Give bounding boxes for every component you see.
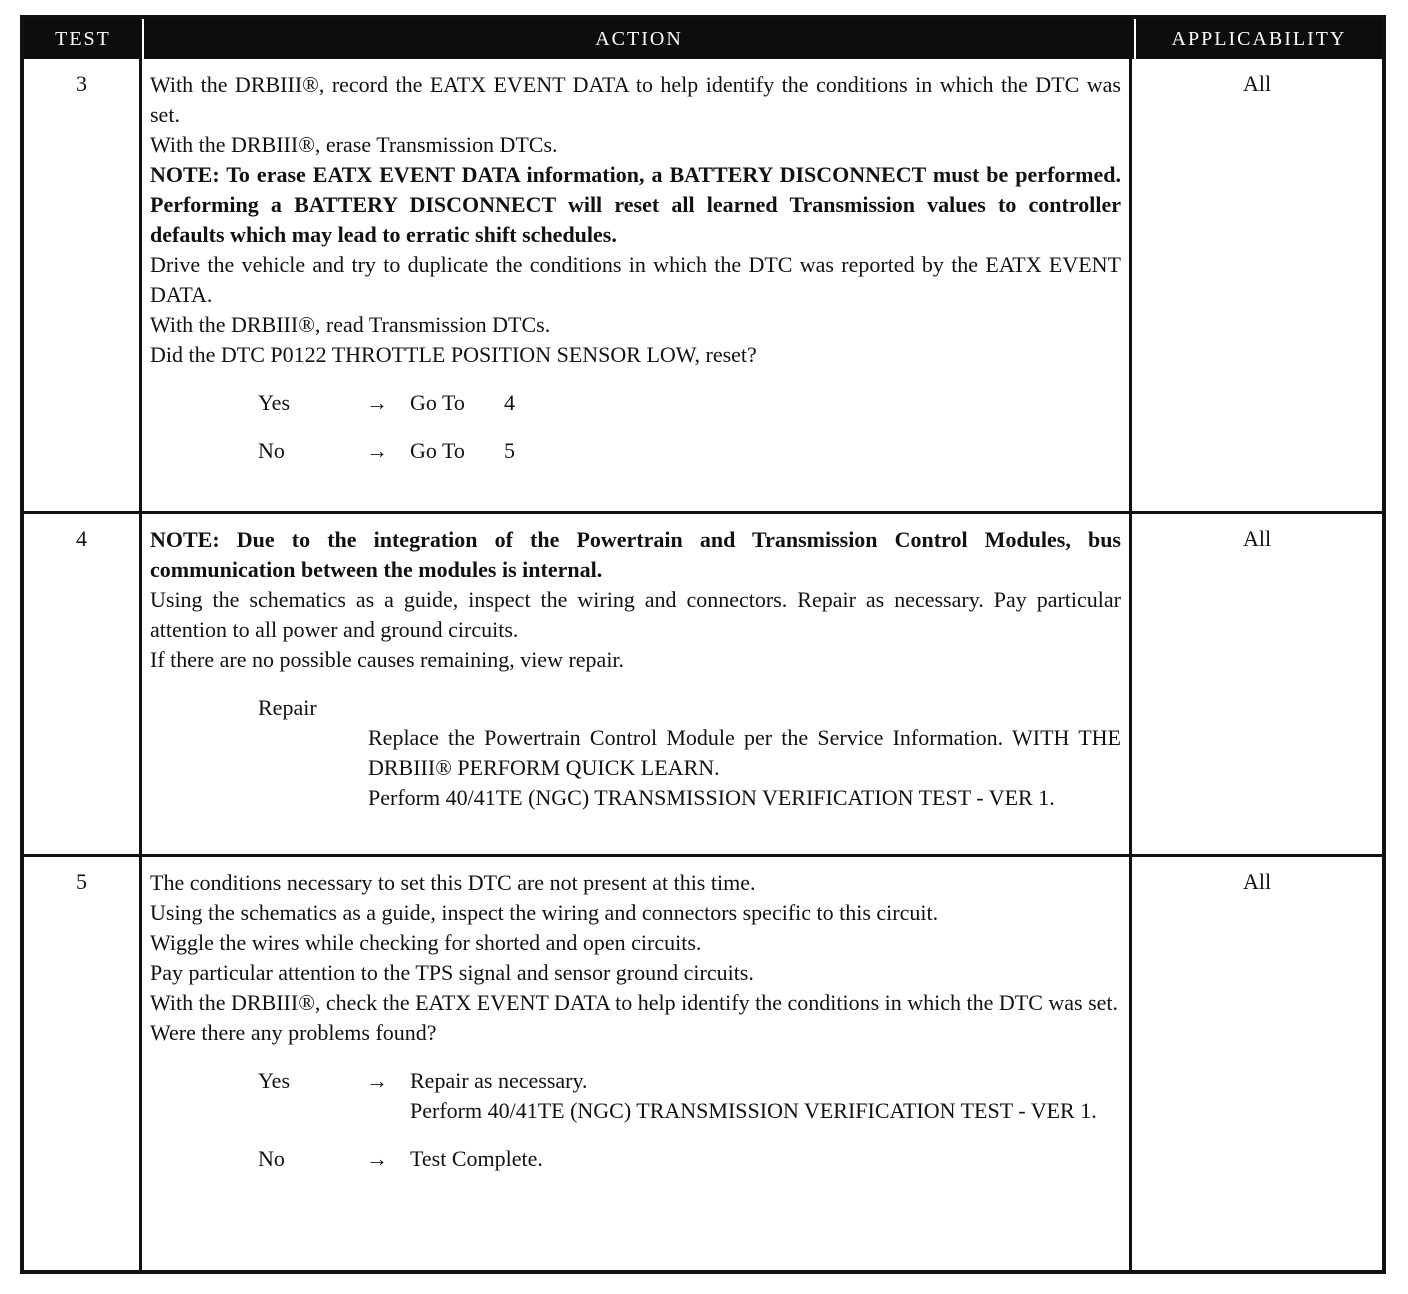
goto-target: 4 xyxy=(504,390,515,415)
repair-line: Replace the Powertrain Control Module per the Service Information. WITH THE DRBIII® PERFORM QUICK LEARN. xyxy=(368,725,1121,780)
action-line: Using the schematics as a guide, inspect the wiring and connectors specific to this circuit. xyxy=(150,900,939,925)
action-line: With the DRBIII®, check the EATX EVENT DATA to help identify the conditions in which the DTC was set. xyxy=(150,990,1119,1015)
arrow-icon: → xyxy=(366,390,388,415)
no-branch xyxy=(150,1144,1121,1174)
test-number: 5 xyxy=(24,857,142,1270)
table-row-test-5 xyxy=(24,854,1382,1270)
action-line: With the DRBIII®, record the EATX EVENT DATA to help identify the conditions in which the DTC was set. xyxy=(150,72,1121,127)
table-row-test-4 xyxy=(24,511,1382,854)
action-line: Using the schematics as a guide, inspect the wiring and connectors. Repair as necessary. Pay particular attention to all power and ground circuits. xyxy=(150,587,1121,642)
applicability-value: All xyxy=(1242,526,1272,551)
yes-branch xyxy=(150,1066,1121,1126)
header-action: ACTION xyxy=(142,19,1136,59)
action-line: With the DRBIII®, read Transmission DTCs. xyxy=(150,312,551,337)
no-result: Test Complete. xyxy=(410,1146,543,1171)
applicability-value: All xyxy=(1242,869,1272,894)
action-line: Pay particular attention to the TPS signal and sensor ground circuits. xyxy=(150,960,754,985)
action-line: With the DRBIII®, erase Transmission DTCs. xyxy=(150,132,558,157)
result-line: Repair as necessary. xyxy=(410,1068,588,1093)
no-branch xyxy=(150,436,1121,466)
question-text: Were there any problems found? xyxy=(150,1020,437,1045)
arrow-icon: → xyxy=(366,1146,388,1171)
action-line: The conditions necessary to set this DTC are not present at this time. xyxy=(150,870,756,895)
yes-label: Yes xyxy=(258,390,291,415)
action-line: Wiggle the wires while checking for shorted and open circuits. xyxy=(150,930,702,955)
goto-label: Go To xyxy=(410,390,465,415)
result-line: Perform 40/41TE (NGC) TRANSMISSION VERIFICATION TEST - VER 1. xyxy=(410,1098,1097,1123)
question-text: Did the DTC P0122 THROTTLE POSITION SENSOR LOW, reset? xyxy=(150,342,757,367)
header-applicability: APPLICABILITY xyxy=(1171,27,1347,50)
action-line: Drive the vehicle and try to duplicate the conditions in which the DTC was reported by the EATX EVENT DATA. xyxy=(150,252,1121,307)
action-line: If there are no possible causes remaining, view repair. xyxy=(150,647,625,672)
header-test: TEST xyxy=(55,27,111,50)
yes-branch xyxy=(150,388,1121,418)
goto-label: Go To xyxy=(410,438,465,463)
yes-result xyxy=(410,1066,1121,1126)
action-cell xyxy=(142,857,1132,1270)
repair-instructions xyxy=(150,723,1121,813)
test-number: 4 xyxy=(24,514,142,854)
repair-label: Repair xyxy=(258,695,317,720)
note-text: NOTE: To erase EATX EVENT DATA information, a BATTERY DISCONNECT must be performed. Performing a BATTERY DISCONNECT will reset all learned Transmission values to controller defaults which may lead to erratic shift schedules. xyxy=(150,162,1121,247)
action-cell xyxy=(142,514,1132,854)
no-label: No xyxy=(258,1146,285,1171)
table-header xyxy=(24,19,1382,59)
repair-line: Perform 40/41TE (NGC) TRANSMISSION VERIFICATION TEST - VER 1. xyxy=(368,785,1055,810)
test-number: 3 xyxy=(24,59,142,511)
no-label: No xyxy=(258,438,285,463)
yes-label: Yes xyxy=(258,1068,291,1093)
action-cell xyxy=(142,59,1132,511)
applicability-value: All xyxy=(1242,71,1272,96)
goto-target: 5 xyxy=(504,438,515,463)
arrow-icon: → xyxy=(366,1068,388,1093)
note-text: NOTE: Due to the integration of the Powertrain and Transmission Control Modules, bus communication between the modules is internal. xyxy=(150,527,1121,582)
table-row-test-3 xyxy=(24,59,1382,511)
arrow-icon: → xyxy=(366,438,388,463)
diagnostic-test-table xyxy=(20,15,1386,1274)
